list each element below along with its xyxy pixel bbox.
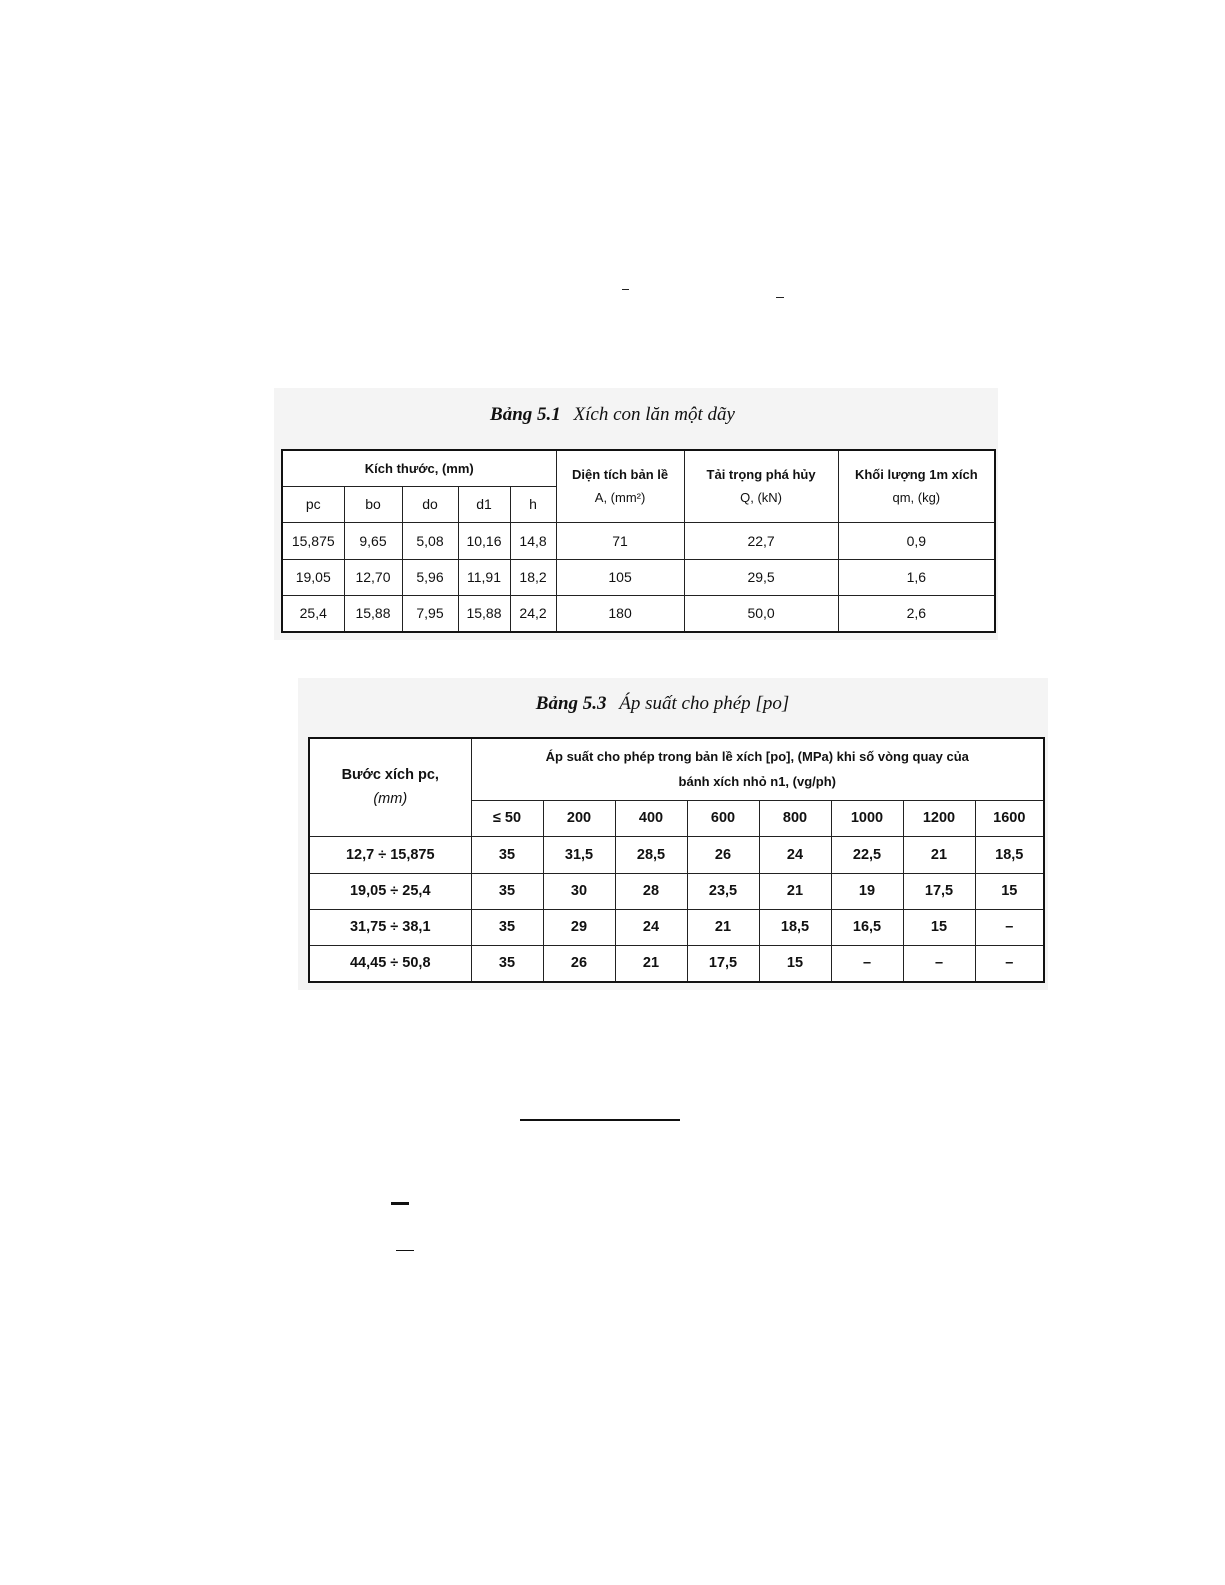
cell: 19,05: [282, 559, 344, 595]
cell: 21: [903, 836, 975, 873]
speed-header: 1600: [975, 800, 1044, 836]
table-5-1-load-header: [684, 450, 838, 522]
cell: 28,5: [615, 836, 687, 873]
cell: 14,8: [510, 522, 556, 559]
sub-header-h: h: [510, 486, 556, 522]
table-5-1-group-header: Kích thước, (mm): [282, 450, 556, 486]
cell: 22,7: [684, 522, 838, 559]
speed-header: 600: [687, 800, 759, 836]
table-row: [282, 559, 995, 595]
cell: 18,2: [510, 559, 556, 595]
cell: 17,5: [687, 945, 759, 982]
table-5-3: [308, 737, 1045, 983]
table-row: [282, 595, 995, 632]
cell: 15: [759, 945, 831, 982]
cell: 15: [975, 873, 1044, 909]
cell: 1,6: [838, 559, 995, 595]
stray-mark: [776, 297, 784, 298]
cell: 2,6: [838, 595, 995, 632]
cell: 10,16: [458, 522, 510, 559]
cell: 12,70: [344, 559, 402, 595]
cell: 0,9: [838, 522, 995, 559]
cell: 24,2: [510, 595, 556, 632]
load-header-line2: Q, (kN): [740, 490, 782, 506]
cell: 180: [556, 595, 684, 632]
cell: 15,88: [458, 595, 510, 632]
cell: 9,65: [344, 522, 402, 559]
table-5-3-caption: [50, 693, 1225, 715]
cell: 22,5: [831, 836, 903, 873]
cell: –: [975, 945, 1044, 982]
cell: 50,0: [684, 595, 838, 632]
cell: 15,875: [282, 522, 344, 559]
cell: 15,88: [344, 595, 402, 632]
row-header-line2: (mm): [373, 791, 408, 808]
table-5-3-group-header: [471, 738, 1044, 800]
table-5-3-row-header: [309, 738, 471, 836]
cell: 31,5: [543, 836, 615, 873]
fraction-rule: [520, 1119, 680, 1121]
cell: 26: [687, 836, 759, 873]
table-5-1-caption-title: Xích con lăn một dãy: [573, 404, 735, 425]
group-header-line2: bánh xích nhỏ n1, (vg/ph): [678, 774, 836, 790]
cell: 35: [471, 945, 543, 982]
sub-header-bo: bo: [344, 486, 402, 522]
table-5-3-caption-label: Bảng 5.3: [535, 693, 607, 714]
table-5-1-caption-label: Bảng 5.1: [490, 404, 561, 425]
area-header-line1: Diện tích bản lề: [572, 467, 669, 483]
sub-header-pc: pc: [282, 486, 344, 522]
cell: 11,91: [458, 559, 510, 595]
cell: 26: [543, 945, 615, 982]
stray-mark: [622, 289, 629, 290]
cell: 21: [759, 873, 831, 909]
cell: 5,96: [402, 559, 458, 595]
cell: 29: [543, 909, 615, 945]
speed-header: 1000: [831, 800, 903, 836]
cell: 21: [615, 945, 687, 982]
table-5-1-area-header: [556, 450, 684, 522]
group-header-line1: Áp suất cho phép trong bản lề xích [po], (MPa) khi số vòng quay của: [545, 749, 969, 765]
cell: 12,7 ÷ 15,875: [309, 836, 471, 873]
cell: 19,05 ÷ 25,4: [309, 873, 471, 909]
fraction-rule: [396, 1250, 414, 1251]
cell: 31,75 ÷ 38,1: [309, 909, 471, 945]
table-5-1: [281, 449, 996, 633]
cell: –: [831, 945, 903, 982]
cell: 15: [903, 909, 975, 945]
cell: 44,45 ÷ 50,8: [309, 945, 471, 982]
cell: 35: [471, 836, 543, 873]
cell: 24: [759, 836, 831, 873]
cell: 29,5: [684, 559, 838, 595]
cell: 17,5: [903, 873, 975, 909]
cell: 18,5: [975, 836, 1044, 873]
row-header-line1: Bước xích pc,: [341, 767, 439, 784]
speed-header: ≤ 50: [471, 800, 543, 836]
cell: 35: [471, 909, 543, 945]
cell: 24: [615, 909, 687, 945]
table-row: [282, 522, 995, 559]
cell: 7,95: [402, 595, 458, 632]
cell: 19: [831, 873, 903, 909]
load-header-line1: Tải trọng phá hủy: [706, 467, 816, 483]
table-5-1-mass-header: [838, 450, 995, 522]
cell: 5,08: [402, 522, 458, 559]
sub-header-d1: d1: [458, 486, 510, 522]
speed-header: 1200: [903, 800, 975, 836]
cell: 28: [615, 873, 687, 909]
sub-header-do: do: [402, 486, 458, 522]
mass-header-line1: Khối lượng 1m xích: [854, 467, 978, 483]
table-row: [309, 909, 1044, 945]
table-5-3-caption-title: Áp suất cho phép [po]: [619, 693, 790, 714]
cell: 23,5: [687, 873, 759, 909]
cell: 16,5: [831, 909, 903, 945]
cell: 105: [556, 559, 684, 595]
cell: 21: [687, 909, 759, 945]
cell: 25,4: [282, 595, 344, 632]
cell: –: [975, 909, 1044, 945]
speed-header: 400: [615, 800, 687, 836]
speed-header: 800: [759, 800, 831, 836]
cell: –: [903, 945, 975, 982]
cell: 71: [556, 522, 684, 559]
table-row: [309, 836, 1044, 873]
table-row: [309, 873, 1044, 909]
speed-header: 200: [543, 800, 615, 836]
cell: 35: [471, 873, 543, 909]
mass-header-line2: qm, (kg): [892, 490, 941, 506]
table-5-1-caption: [0, 404, 1225, 426]
table-row: [309, 945, 1044, 982]
cell: 18,5: [759, 909, 831, 945]
fraction-rule: [391, 1202, 409, 1205]
area-header-line2: A, (mm²): [594, 490, 646, 506]
cell: 30: [543, 873, 615, 909]
